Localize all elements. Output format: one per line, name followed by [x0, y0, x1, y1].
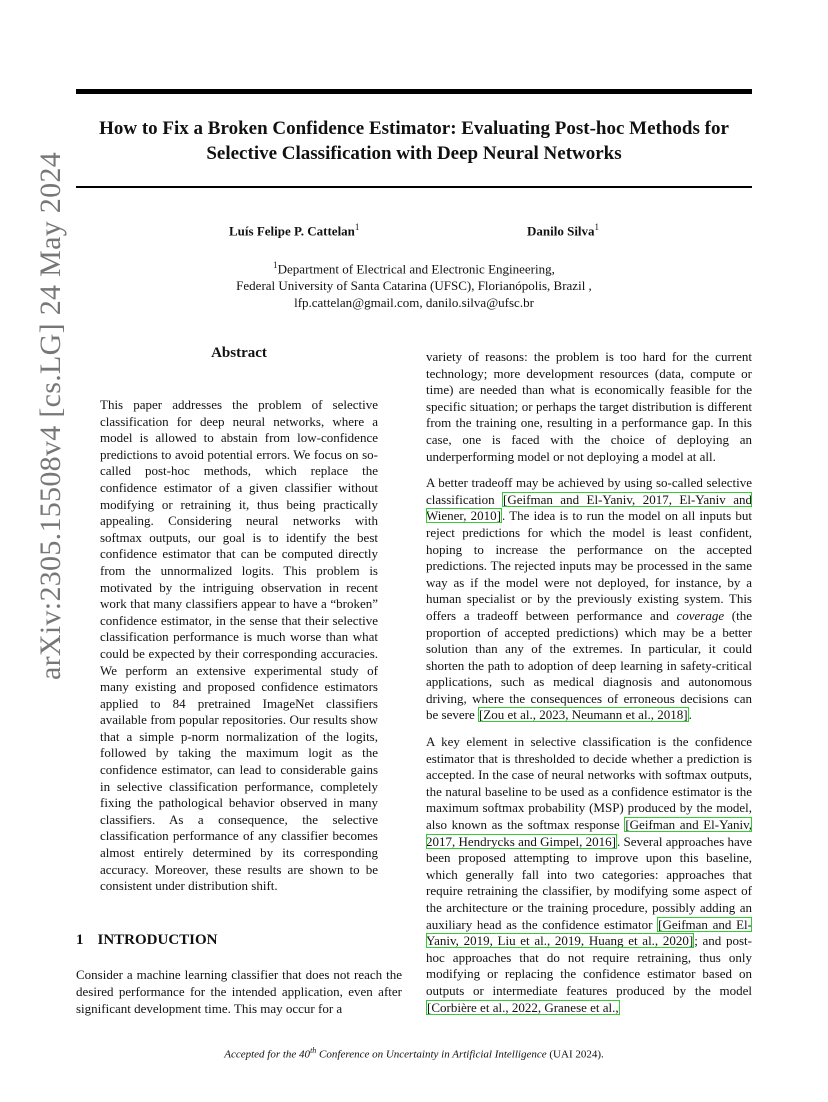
paper-title: How to Fix a Broken Confidence Estimator: Evaluating Post-hoc Methods for Selective Classification with Deep Neural Networks — [99, 118, 729, 164]
arxiv-stamp: arXiv:2305.15508v4 [cs.LG] 24 May 2024 — [34, 152, 67, 680]
affiliation — [76, 257, 752, 311]
citation-link[interactable]: [Zou et al., 2023, Neumann et al., 2018] — [478, 707, 688, 723]
abstract-heading: Abstract — [211, 345, 267, 361]
right-column — [426, 349, 752, 1026]
author-name: Danilo Silva — [527, 223, 595, 239]
author-affil-mark: 1 — [354, 222, 360, 232]
affiliation-emails: lfp.cattelan@gmail.com, danilo.silva@ufsc.br — [294, 295, 534, 311]
author-name: Luís Felipe P. Cattelan — [229, 223, 355, 239]
section-title: INTRODUCTION — [97, 932, 218, 948]
intro-paragraph: Consider a machine learning classifier that does not reach the desired performance for the intended application, even after significant development time. This may occur for a — [76, 967, 402, 1016]
affiliation-line-1: $^1$Department of Electrical and Electronic Engineering, — [273, 260, 555, 277]
citation-link[interactable]: [Corbière et al., 2022, Granese et al., — [427, 999, 619, 1015]
venue-footer: Accepted for the 40th Conference on Uncertainty in Artificial Intelligence (UAI 2024). — [224, 1046, 604, 1061]
title-rule — [76, 186, 752, 188]
citation-link[interactable]: [Geifman and El-Yaniv, 2017, El-Yaniv and Wiener, 2010] — [426, 491, 752, 524]
top-rule — [76, 89, 752, 94]
citation-link[interactable]: [Geifman and El-Yaniv, 2017, Hendrycks and Gimpel, 2016] — [426, 817, 752, 849]
citation-link[interactable]: [Geifman and El-Yaniv, 2019, Liu et al., 2019, Huang et al., 2020] — [426, 916, 752, 949]
section-number: 1 — [76, 932, 84, 948]
author-1 — [229, 222, 359, 239]
abstract-body: This paper addresses the problem of selective classification for deep neural networks, where a model is allowed to abstain from low-confidence predictions to avoid potential errors. We focus on so-called post-hoc methods, which replace the confidence estimator of a given classifier without modifying or retraining it, thus being practically appealing. Considering neural networks with softmax outputs, our goal is to identify the best confidence estimator that can be computed directly from the unnormalized logits. This problem is motivated by the intriguing observation in recent work that many classifiers appear to have a “broken” confidence estimator, in the sense that their selective classification performance is much worse than what could be expected by their corresponding accuracies. We perform an extensive experimental study of many existing and proposed confidence estimators applied to 84 pretrained ImageNet classifiers available from popular repositories. Our results show that a simple p-norm normalization of the logits, followed by taking the maximum logit as the confidence estimator, can lead to considerable gains in selective classification performance, completely fixing the pathological behavior observed in many classifiers. As a consequence, the selective classification performance of any classifier becomes almost entirely determined by its corresponding accuracy. Moreover, these results are shown to be consistent under distribution shift. — [100, 397, 378, 894]
paragraph-2: A better tradeoff may be achieved by using so-called selective classification [Geifman and El-Yaniv, 2017, El-Yaniv and Wiener, 2010]. The idea is to run the model on all inputs but reject predictions for which the model is least confident, hoping to increase the performance on the accepted predictions. The rejected inputs may be processed in the same way as if the model were not deployed, for instance, by a human specialist or by the previously existing system. This offers a tradeoff between performance and coverage (the proportion of accepted predictions) which may be a better solution than any of the extremes. In particular, it could shorten the path to adoption of deep learning in safety-critical applications, such as medical diagnosis and autonomous driving, where the consequences of erroneous decisions can be severe [Zou et al., 2023, Neumann et al., 2018]. — [426, 475, 752, 723]
affiliation-line-2: Federal University of Santa Catarina (UFSC), Florianópolis, Brazil , — [236, 278, 592, 294]
author-2 — [527, 222, 599, 239]
author-affil-mark: 1 — [594, 222, 600, 232]
paragraph-3: A key element in selective classification is the confidence estimator that is thresholded to decide whether a prediction is accepted. In the case of neural networks with softmax outputs, the natural baseline to be used as a confidence estimator is the maximum softmax probability (MSP) produced by the model, also known as the softmax response [Geifman and El-Yaniv, 2017, Hendrycks and Gimpel, 2016]. Several approaches have been proposed attempting to improve upon this baseline, which generally fall into two categories: approaches that require retraining the classifier, by modifying some aspect of the architecture or the training procedure, possibly adding an auxiliary head as the confidence estimator [Geifman and El-Yaniv, 2019, Liu et al., 2019, Huang et al., 2020]; and post-hoc approaches that do not require retraining, thus only modifying or replacing the confidence estimator based on outputs or intermediate features produced by the model [Corbière et al., 2022, Granese et al., — [426, 734, 752, 1015]
paragraph-1: variety of reasons: the problem is too hard for the current technology; more development resources (data, compute or time) are needed than what is economically feasible for the specific situation; or perhaps the target distribution is different from the training one, resulting in a performance gap. In this case, one is faced with the choice of deploying an underperforming model or not deploying a model at all. — [426, 349, 752, 464]
section-heading — [76, 932, 218, 949]
